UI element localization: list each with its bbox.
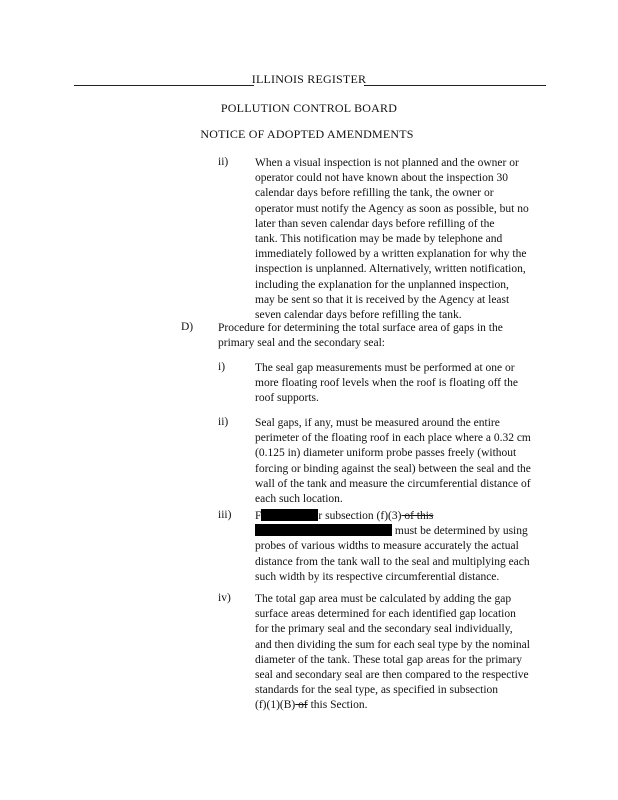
text-line: The seal gap measurements must be performed at one or xyxy=(255,362,515,374)
text-line: The total gap area must be calculated by adding the gap xyxy=(255,593,512,605)
text-line: later than seven calendar days before refilling of the xyxy=(255,217,495,230)
text-line: more floating roof levels when the roof is floating off the xyxy=(255,377,518,390)
text-line: diameter of the tank. These total gap areas for the primary xyxy=(255,653,523,666)
item-label-ii-top: ii) xyxy=(218,156,229,168)
text-line: calendar days before refilling the tank, the owner or xyxy=(255,187,494,200)
text-line: tank. This notification may be made by telephone and xyxy=(255,233,503,246)
item-label-ii: ii) xyxy=(218,416,229,428)
text-line: immediately followed by a written explanation for why the xyxy=(255,248,527,261)
redaction-bar xyxy=(261,509,318,521)
text-line: including the explanation for the unplanned inspection, xyxy=(255,278,509,291)
item-label-D: D) xyxy=(181,321,194,333)
text-line: for the primary seal and the secondary seal individually, xyxy=(255,623,513,636)
text-line: operator could not have known about the inspection 30 xyxy=(255,172,508,185)
register-title: ILLINOIS REGISTER xyxy=(251,72,367,86)
text-line: forcing or binding against the seal) between the seal and the xyxy=(255,462,531,475)
text-line: seal and secondary seal are then compared to the respective xyxy=(255,669,529,682)
text-line: roof supports. xyxy=(255,392,319,405)
item-iii-line-2: must be determined by using xyxy=(255,524,530,539)
text-line: may be sent so that it is received by the Agency at least xyxy=(255,293,510,306)
item-text-iv xyxy=(255,592,530,714)
text-line: such width by its respective circumferential distance. xyxy=(255,570,500,583)
item-text-ii xyxy=(255,416,531,507)
item-iii-line-1: F r subsection (f)(3) of this xyxy=(255,510,434,522)
text-line: inspection is unplanned. Alternatively, written notification, xyxy=(255,263,526,276)
item-text-D xyxy=(218,321,503,351)
redaction-bar xyxy=(255,524,392,536)
text-line: surface areas determined for each identified gap location xyxy=(255,608,516,621)
text-line: and then dividing the sum for each seal type by the nominal xyxy=(255,638,530,651)
notice-title: NOTICE OF ADOPTED AMENDMENTS xyxy=(200,127,414,141)
text-line: standards for the seal type, as specified in subsection xyxy=(255,684,499,697)
item-text-i xyxy=(255,361,518,407)
item-text-iii xyxy=(255,509,530,585)
item-label-i: i) xyxy=(218,361,226,373)
item-label-iii: iii) xyxy=(218,509,232,521)
text-line: each such location. xyxy=(255,493,343,506)
board-title: POLLUTION CONTROL BOARD xyxy=(220,101,398,115)
text-line: probes of various widths to measure accurately the actual xyxy=(255,540,519,553)
text-line: primary seal and the secondary seal: xyxy=(218,337,386,350)
text-line: When a visual inspection is not planned and the owner or xyxy=(255,157,519,169)
item-text-ii-top xyxy=(255,156,529,323)
text-line: operator must notify the Agency as soon as possible, but no xyxy=(255,202,529,215)
item-label-iv: iv) xyxy=(218,592,231,604)
item-iv-last-line: (f)(1)(B) of this Section. xyxy=(255,699,368,712)
text-line: (0.125 in) diameter uniform probe passes freely (without xyxy=(255,447,517,460)
text-line: distance from the tank wall to the seal and multiplying each xyxy=(255,555,530,568)
text-line: wall of the tank and measure the circumferential distance of xyxy=(255,477,531,490)
text-line: Seal gaps, if any, must be measured around the entire xyxy=(255,417,500,429)
text-line: seven calendar days before refilling the tank. xyxy=(255,309,462,322)
text-line: Procedure for determining the total surface area of gaps in the xyxy=(218,322,503,334)
text-line: perimeter of the floating roof in each place where a 0.32 cm xyxy=(255,432,531,445)
